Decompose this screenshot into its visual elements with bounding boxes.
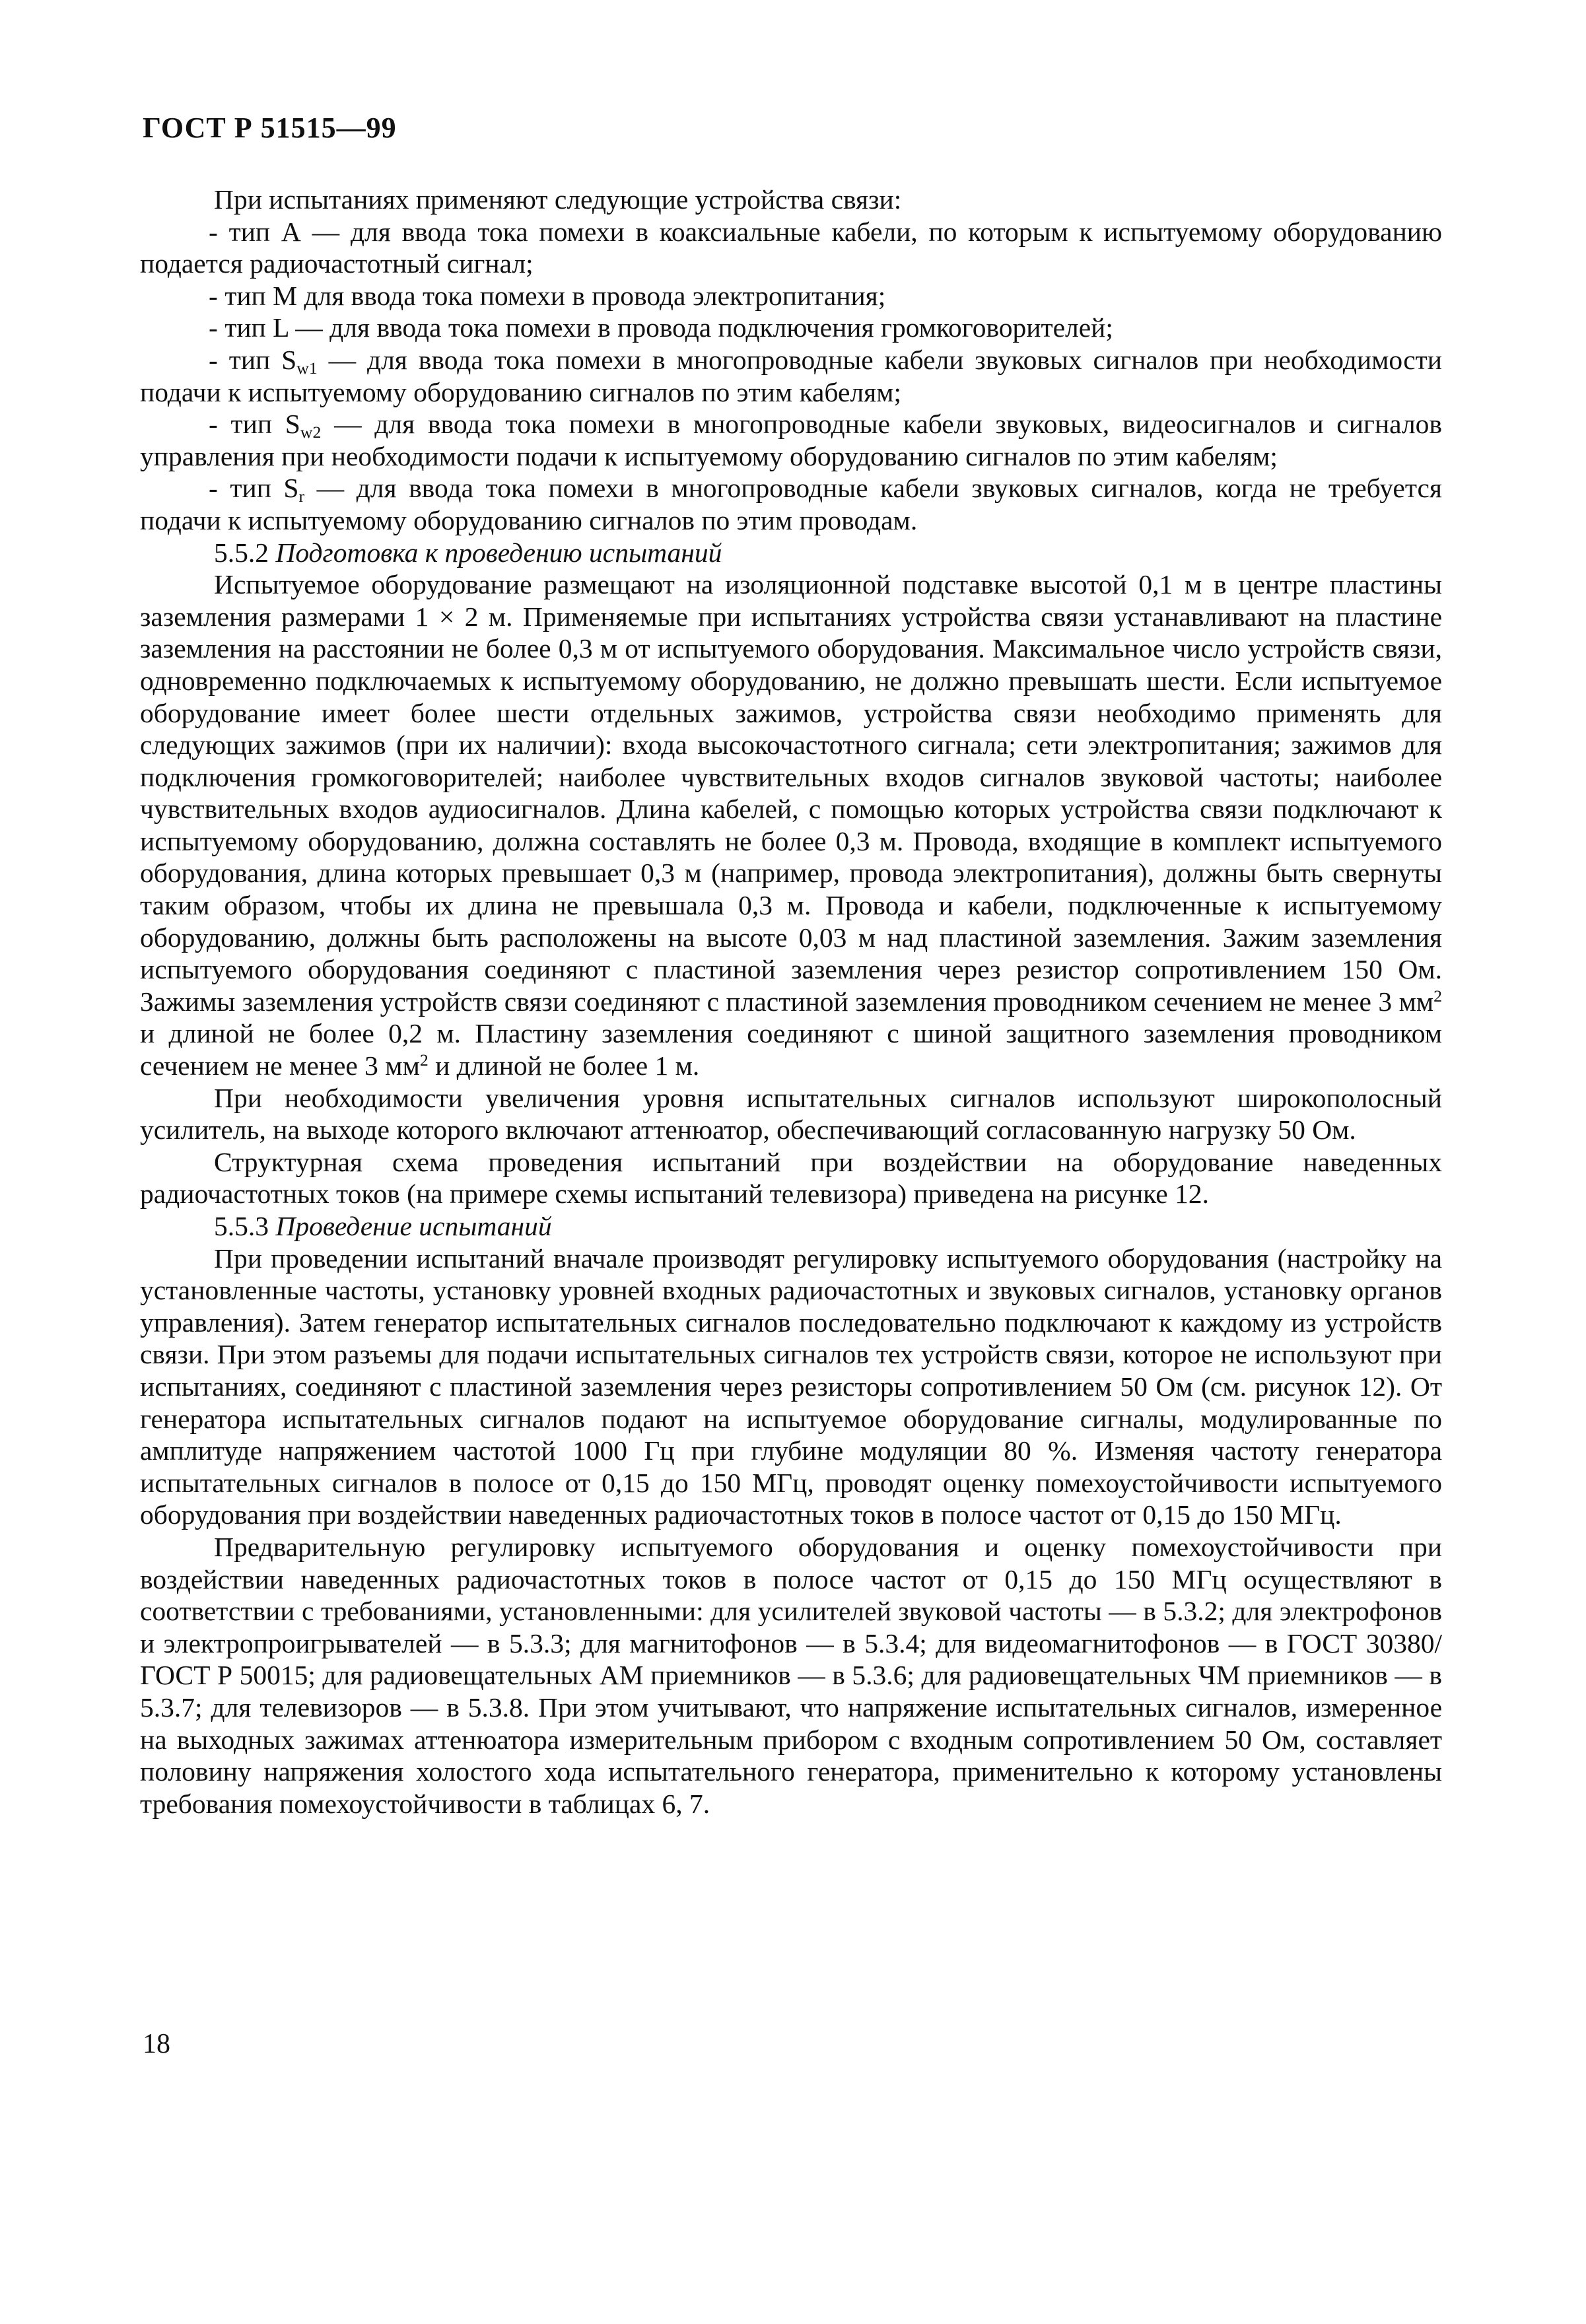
paragraph-scheme: Структурная схема проведения испытаний при воздействии на оборудование наведенных радиочастотных токов (на примере схемы испытаний телевизора) приведена на рисунке 12. [140,1146,1442,1210]
page-number: 18 [143,2029,170,2059]
paragraph-preliminary: Предварительную регулировку испытуемого оборудования и оценку помехоустойчивости при воздействии наведенных радиочастотных токов в полосе частот от 0,15 до 150 МГц осуществляют в соответствии с требованиями, установленными: для усилителей звуковой частоты — в 5.3.2; для электрофонов и электропроигрывателей — в 5.3.3; для магнитофонов — в 5.3.4; для видеомагнитофонов — в ГОСТ 30380/ГОСТ Р 50015; для радиовещательных АМ приемников — в 5.3.6; для радиовещательных ЧМ приемников — в 5.3.7; для телевизоров — в 5.3.8. При этом учитывают, что напряжение испытательных сигналов, измеренное на выходных зажимах аттенюатора измерительным прибором с входным сопротивлением 50 Ом, составляет половину напряжения холостого хода испытательного генератора, применительно к которому установлены требования помехоустойчивости в таблицах 6, 7. [140,1531,1442,1819]
list-item-type-a: - тип А — для ввода тока помехи в коаксиальные кабели, по которым к испытуемому оборудованию подается радиочастотный сигнал; [140,216,1442,279]
section-number: 5.5.2 [214,537,269,568]
superscript-mm2: 2 [1433,986,1442,1006]
type-prefix: - тип S [209,344,297,375]
superscript-mm2: 2 [419,1050,429,1070]
list-item-type-sr [140,472,1442,536]
list-item-type-sw1 [140,344,1442,408]
type-description: — для ввода тока помехи в многопроводные кабели звуковых сигналов, когда не требуется подачи к испытуемому оборудованию сигналов по этим проводам. [140,473,1442,535]
type-subscript: w1 [296,359,318,378]
type-description: — для ввода тока помехи в многопроводные кабели звуковых сигналов при необходимости подачи к испытуемому оборудованию сигналов по этим кабелям; [140,344,1442,407]
preparation-text-1: Испытуемое оборудование размещают на изоляционной подставке высотой 0,1 м в центре пластины заземления размерами 1 × 2 м. Применяемые при испытаниях устройства связи устанавливают на пластине заземления на расстоянии не более 0,3 м от испытуемого оборудования. Максимальное число устройств связи, одновременно подключаемых к испытуемому оборудованию, не должно превышать шести. Если испытуемое оборудование имеет более шести отдельных зажимов, устройства связи необходимо применять для следующих зажимов (при их наличии): входа высокочастотного сигнала; сети электропитания; зажимов для подключения громкоговорителей; наиболее чувствительных входов сигналов звуковой частоты; наиболее чувствительных входов аудиосигналов. Длина кабелей, с помощью которых устройства связи подключают к испытуемому оборудованию, должна составлять не более 0,3 м. Провода, входящие в комплект испытуемого оборудования, длина которых превышает 0,3 м (например, провода электропитания), должны быть свернуты таким образом, чтобы их длина не превышала 0,3 м. Провода и кабели, подключенные к испытуемому оборудованию, должны быть расположены на высоте 0,03 м над пластиной заземления. Зажим заземления испытуемого оборудования соединяют с пластиной заземления через резистор сопротивлением 150 Ом. Зажимы заземления устройств связи соединяют с пластиной заземления проводником сечением не менее 3 мм [140,569,1442,1017]
document-body [140,184,1442,1820]
paragraph-conduct: При проведении испытаний вначале производят регулировку испытуемого оборудования (настройку на установленные частоты, установку уровней входных радиочастотных и звуковых сигналов, установку органов управления). Затем генератор испытательных сигналов последовательно подключают к каждому из устройств связи. При этом разъемы для подачи испытательных сигналов тех устройств связи, которое не используют при испытаниях, соединяют с пластиной заземления через резисторы сопротивлением 50 Ом (см. рисунок 12). От генератора испытательных сигналов подают на испытуемое оборудование сигналы, модулированные по амплитуде напряжением частотой 1000 Гц при глубине модуляции 80 %. Изменяя частоту генератора испытательных сигналов в полосе от 0,15 до 150 МГц, проводят оценку помехоустойчивости испытуемого оборудования при воздействии наведенных радиочастотных токов в полосе частот от 0,15 до 150 МГц. [140,1243,1442,1530]
type-description: — для ввода тока помехи в многопроводные кабели звуковых, видеосигналов и сигналов управления при необходимости подачи к испытуемому оборудованию сигналов по этим кабелям; [140,409,1442,471]
section-heading-5-5-3 [140,1210,1442,1243]
section-title: Подготовка к проведению испытаний [275,537,722,568]
preparation-text-2: и длиной не более 0,2 м. Пластину заземления соединяют с шиной защитного заземления проводником сечением не менее 3 мм [140,1018,1442,1081]
type-subscript: w2 [300,423,322,442]
section-title: Проведение испытаний [275,1211,552,1241]
list-item-type-l: - тип L — для ввода тока помехи в провода подключения громкоговорителей; [209,312,1113,343]
document-code-header: ГОСТ Р 51515—99 [143,112,397,144]
list-item-type-sw2 [140,408,1442,472]
type-prefix: - тип S [209,409,300,440]
preparation-text-3: и длиной не более 1 м. [428,1050,700,1081]
list-item-type-m: - тип М для ввода тока помехи в провода электропитания; [209,280,886,311]
paragraph-intro: При испытаниях применяют следующие устройства связи: [214,184,902,215]
section-heading-5-5-2 [140,537,1442,569]
paragraph-amplifier: При необходимости увеличения уровня испытательных сигналов используют широкополосный усилитель, на выходе которого включают аттенюатор, обеспечивающий согласованную нагрузку 50 Ом. [140,1082,1442,1145]
paragraph-preparation [140,568,1442,1082]
type-prefix: - тип S [209,473,299,504]
type-subscript: r [298,487,305,506]
section-number: 5.5.3 [214,1211,269,1241]
